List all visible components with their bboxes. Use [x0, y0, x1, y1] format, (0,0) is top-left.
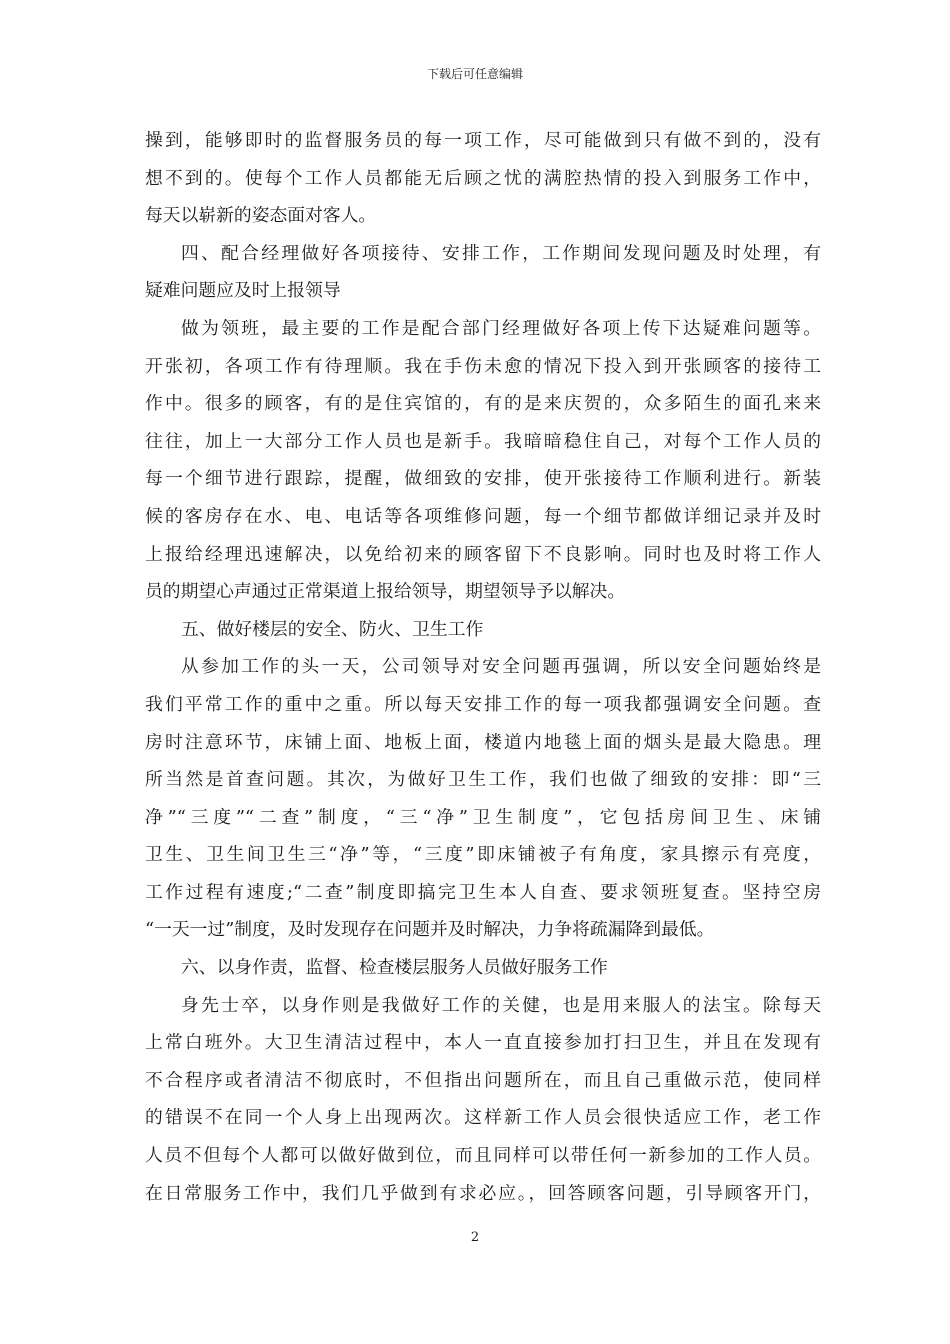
body-line: 上常白班外。大卫生清洁过程中，本人一直直接参加打扫卫生，并且在发现有	[145, 1032, 821, 1054]
section-heading-6: 六、以身作责，监督、检查楼层服务人员做好服务工作	[181, 957, 608, 979]
body-line: 净”“三度”“二查”制度，“三“净”卫生制度”，它包括房间卫生、床铺	[145, 806, 821, 828]
body-line: 作中。很多的顾客，有的是住宾馆的，有的是来庆贺的，众多陌生的面孔来来	[145, 393, 821, 415]
body-line: 候的客房存在水、电、电话等各项维修问题，每一个细节都做详细记录并及时	[145, 505, 821, 527]
section-heading-5: 五、做好楼层的安全、防火、卫生工作	[181, 618, 484, 640]
body-line: 人员不但每个人都可以做好做到位，而且同样可以带任何一新参加的工作人员。	[145, 1145, 821, 1167]
body-line: 从参加工作的头一天，公司领导对安全问题再强调，所以安全问题始终是	[181, 656, 821, 678]
body-line: 的错误不在同一个人身上出现两次。这样新工作人员会很快适应工作，老工作	[145, 1107, 821, 1129]
body-line: 身先士卒，以身作则是我做好工作的关健，也是用来服人的法宝。除每天	[181, 994, 821, 1016]
body-line: 房时注意环节，床铺上面、地板上面，楼道内地毯上面的烟头是最大隐患。理	[145, 731, 821, 753]
body-line: “一天一过”制度，及时发现存在问题并及时解决，力争将疏漏降到最低。	[145, 919, 715, 941]
body-line: 开张初，各项工作有待理顺。我在手伤未愈的情况下投入到开张顾客的接待工	[145, 355, 821, 377]
section-heading-4-cont: 疑难问题应及时上报领导	[145, 280, 341, 302]
body-line: 我们平常工作的重中之重。所以每天安排工作的每一项我都强调安全问题。查	[145, 693, 821, 715]
page-number: 2	[470, 1230, 480, 1245]
body-line: 上报给经理迅速解决，以免给初来的顾客留下不良影响。同时也及时将工作人	[145, 543, 821, 565]
body-line: 做为领班，最主要的工作是配合部门经理做好各项上传下达疑难问题等。	[181, 317, 821, 339]
body-line: 员的期望心声通过正常渠道上报给领导，期望领导予以解决。	[145, 581, 626, 603]
section-heading-4: 四、配合经理做好各项接待、安排工作，工作期间发现问题及时处理，有	[181, 242, 821, 264]
body-line: 卫生、卫生间卫生三“净”等，“三度”即床铺被子有角度，家具擦示有亮度，	[145, 844, 821, 866]
body-line: 所当然是首查问题。其次，为做好卫生工作，我们也做了细致的安排：即“三	[145, 769, 821, 791]
body-line: 每一个细节进行跟踪，提醒，做细致的安排，使开张接待工作顺利进行。新装	[145, 468, 821, 490]
body-line: 工作过程有速度;“二查”制度即搞完卫生本人自查、要求领班复查。坚持空房	[145, 881, 821, 903]
document-body	[145, 122, 821, 1212]
body-line: 每天以崭新的姿态面对客人。	[145, 205, 377, 227]
page-header: 下载后可任意编辑	[426, 67, 523, 81]
body-line: 往往，加上一大部分工作人员也是新手。我暗暗稳住自己，对每个工作人员的	[145, 430, 821, 452]
body-line: 不合程序或者清洁不彻底时，不但指出问题所在，而且自己重做示范，使同样	[145, 1069, 821, 1091]
body-line: 在日常服务工作中，我们几乎做到有求必应。，回答顾客问题，引导顾客开门，	[145, 1182, 821, 1204]
body-line: 操到，能够即时的监督服务员的每一项工作，尽可能做到只有做不到的，没有	[145, 130, 821, 151]
body-line: 想不到的。使每个工作人员都能无后顾之忧的满腔热情的投入到服务工作中，	[145, 167, 821, 189]
